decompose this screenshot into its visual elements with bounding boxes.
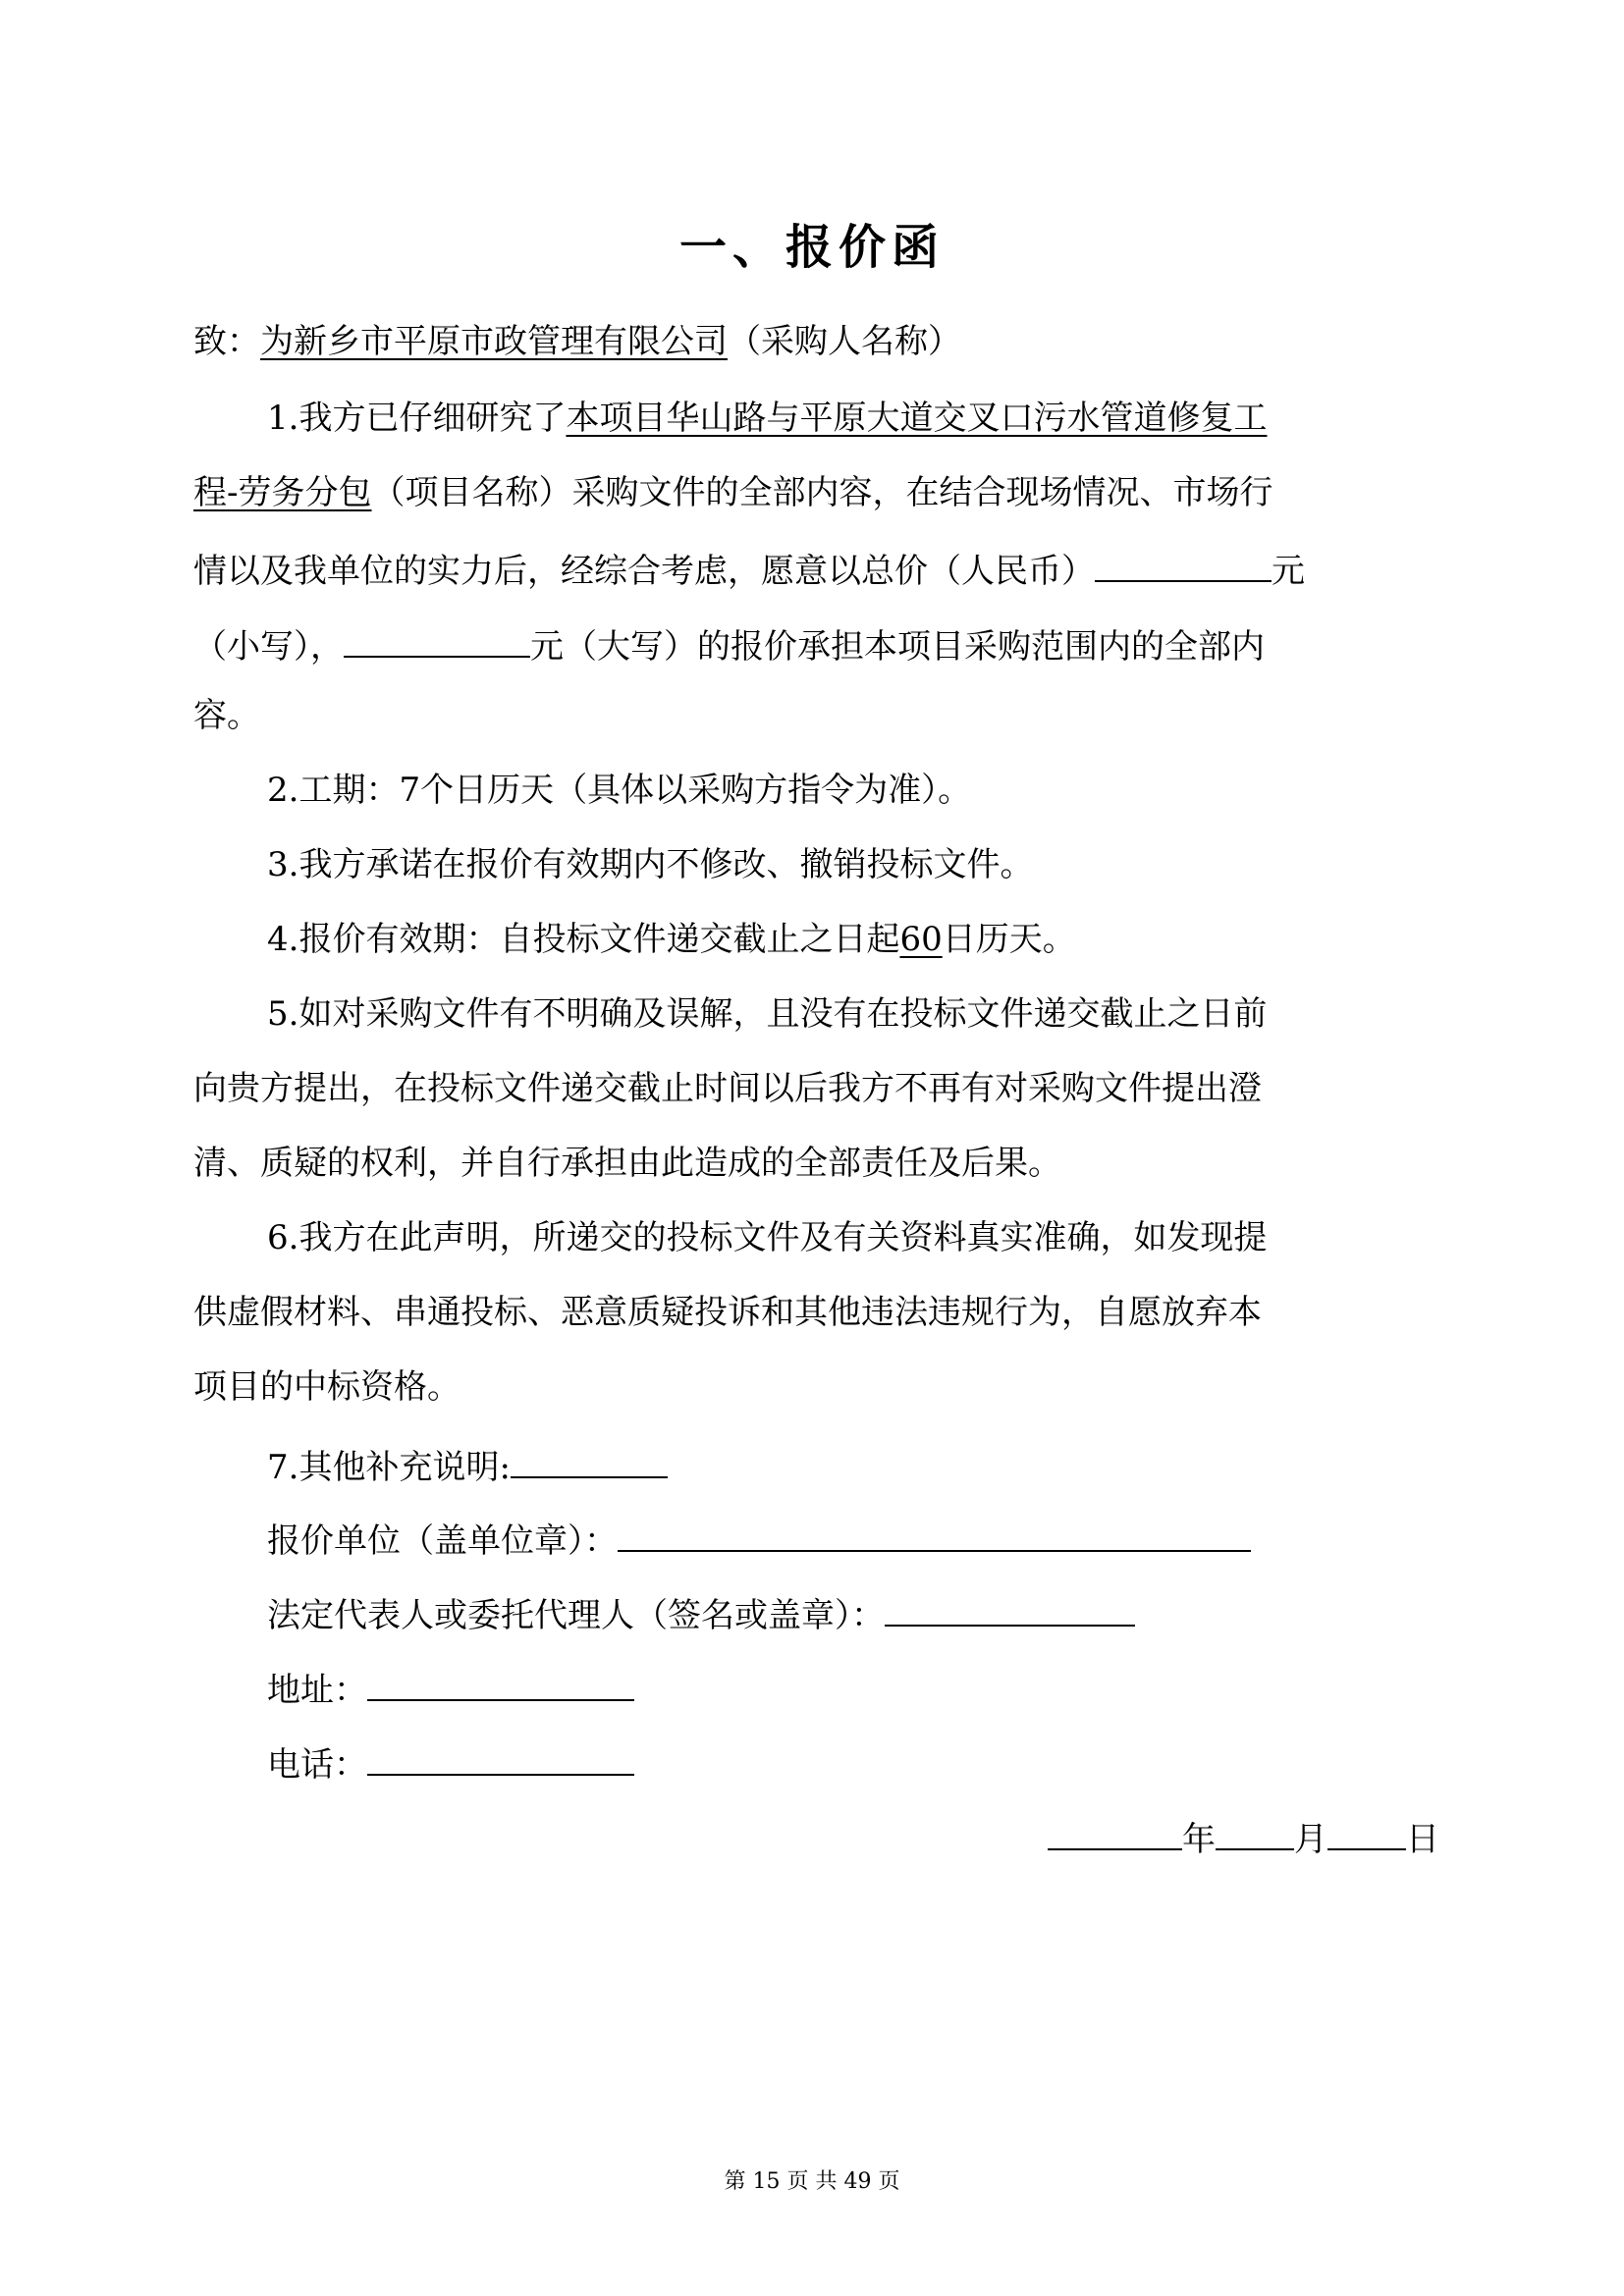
item1-line4 [193,618,1265,670]
item1-line3-text: 情以及我单位的实力后，经综合考虑，愿意以总价（人民币） [193,552,1095,591]
month-blank[interactable] [1216,1811,1294,1850]
address-line [267,1662,634,1714]
item2-line: 2.工期：7个日历天（具体以采购方指令为准）。 [267,771,972,810]
item1-line4-a: （小写）， [193,627,344,667]
item1-after-project: （项目名称）采购文件的全部内容，在结合现场情况、市场行 [371,473,1273,512]
supplement-blank[interactable] [511,1439,668,1478]
item1-lead: 1.我方已仔细研究了 [267,399,567,438]
addressee-line [193,318,961,365]
item5-line3: 清、质疑的权利，并自行承担由此造成的全部责任及后果。 [193,1144,1061,1183]
project-name-part2: 程-劳务分包 [193,473,372,512]
item5-line2: 向贵方提出，在投标文件递交截止时间以后我方不再有对采购文件提出澄 [193,1069,1262,1108]
item1-yuan: 元 [1272,552,1305,591]
phone-line [267,1736,634,1789]
phone-blank[interactable] [367,1736,634,1776]
phone-label: 电话： [267,1745,367,1785]
item1-line2 [193,469,1273,516]
representative-line [267,1587,1135,1639]
year-label: 年 [1182,1820,1216,1859]
amount-uppercase-blank[interactable] [344,618,530,658]
month-label: 月 [1294,1820,1327,1859]
item7-label: 7.其他补充说明: [267,1448,511,1487]
day-label: 日 [1406,1820,1439,1859]
item6-line3: 项目的中标资格。 [193,1367,460,1407]
item6-line2: 供虚假材料、串通投标、恶意质疑投诉和其他违法违规行为，自愿放弃本 [193,1293,1262,1332]
item4-lead: 4.报价有效期：自投标文件递交截止之日起 [267,920,900,959]
item4-line [267,916,1076,963]
representative-blank[interactable] [885,1587,1135,1627]
item3-line: 3.我方承诺在报价有效期内不修改、撤销投标文件。 [267,845,1034,884]
page-number: 第 15 页 共 49 页 [724,2169,900,2194]
item7-line [267,1439,668,1491]
address-blank[interactable] [367,1662,634,1701]
item5-line1: 5.如对采购文件有不明确及误解，且没有在投标文件递交截止之日前 [267,994,1268,1034]
validity-days: 60 [899,920,943,959]
project-name-part1: 本项目华山路与平原大道交叉口污水管道修复工 [566,399,1268,438]
unit-seal-label: 报价单位（盖单位章）： [267,1522,618,1561]
item1-line5: 容。 [193,696,260,735]
item1-line3 [193,543,1305,595]
addressee-prefix: 致： [193,322,260,361]
amount-lowercase-blank[interactable] [1095,543,1272,582]
day-blank[interactable] [1327,1811,1406,1850]
year-blank[interactable] [1048,1811,1182,1850]
purchaser-name: 为新乡市平原市政管理有限公司 [260,322,728,361]
item4-tail: 日历天。 [942,920,1076,959]
item1-line4-b: 元（大写）的报价承担本项目采购范围内的全部内 [530,627,1265,667]
unit-seal-line [267,1513,1251,1565]
addressee-suffix: （采购人名称） [728,322,961,361]
document-title: 一、报价函 [678,220,945,275]
representative-label: 法定代表人或委托代理人（签名或盖章）： [267,1596,885,1635]
date-line [1048,1811,1439,1863]
item1-line1 [267,395,1267,442]
unit-seal-blank[interactable] [618,1513,1251,1552]
address-label: 地址： [267,1671,367,1710]
item6-line1: 6.我方在此声明，所递交的投标文件及有关资料真实准确，如发现提 [267,1218,1268,1257]
